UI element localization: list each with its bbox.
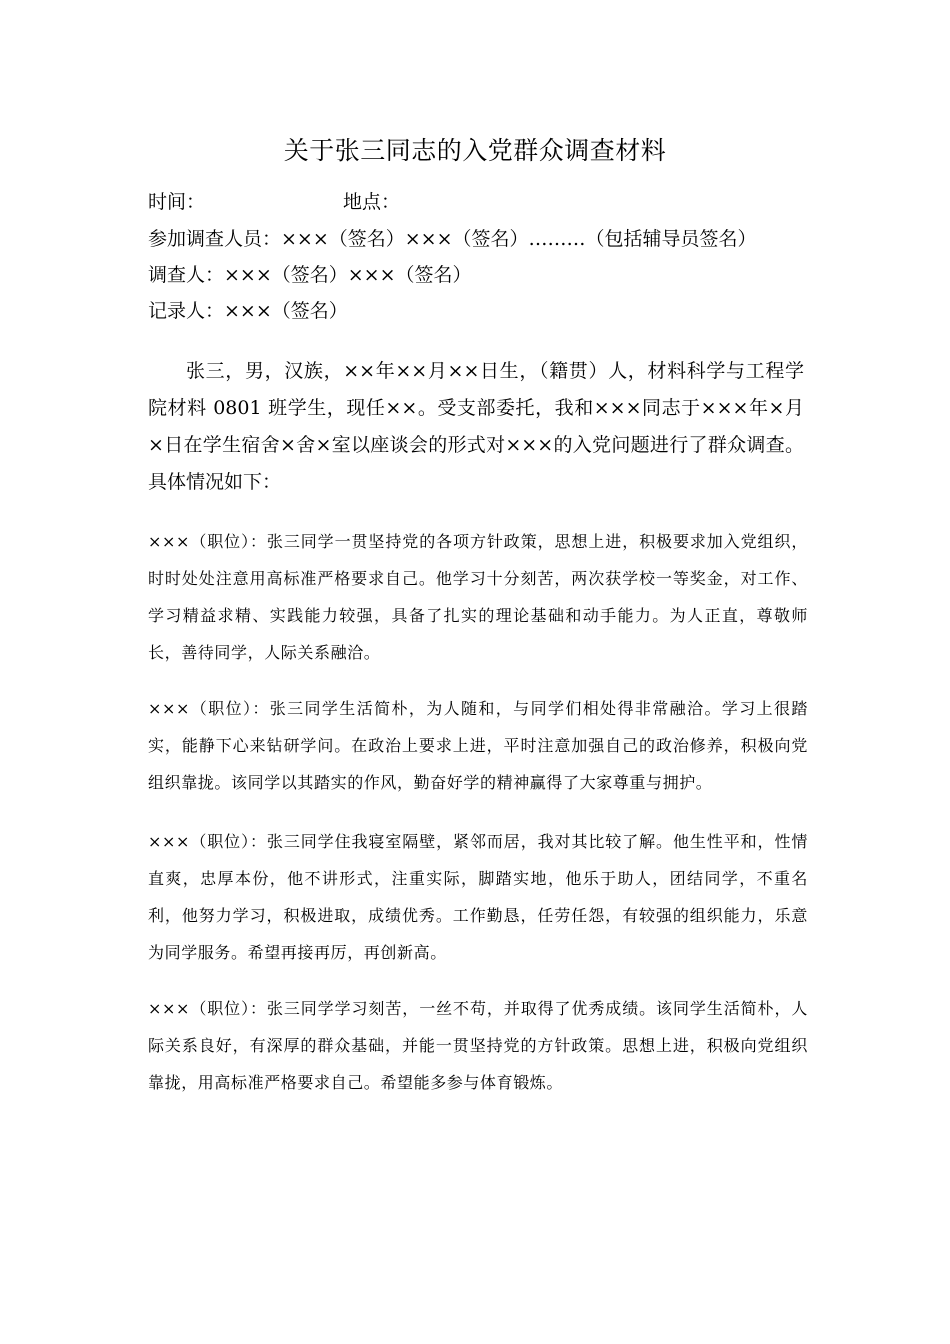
participants-line: 参加调查人员：×××（签名）×××（签名）………（包括辅导员签名） [148, 228, 757, 250]
place-label: 地点： [343, 191, 401, 213]
investigators-line: 调查人：×××（签名）×××（签名） [148, 264, 472, 286]
comment-paragraph-1: ×××（职位）：张三同学一贯坚持党的各项方针政策，思想上进，积极要求加入党组织，时时处处注意用高标准严格要求自己。他学习十分刻苦，两次获学校一等奖金，对工作、学习精益求精、实践能力较强，具备了扎实的理论基础和动手能力。为人正直，尊敬师长，善待同学，人际关系融洽。 [148, 532, 808, 662]
comment-paragraph-3: ×××（职位）：张三同学住我寝室隔壁，紧邻而居，我对其比较了解。他生性平和，性情直爽，忠厚本份，他不讲形式，注重实际，脚踏实地，他乐于助人，团结同学，不重名利，他努力学习，积极进取，成绩优秀。工作勤恳，任劳任怨，有较强的组织能力，乐意为同学服务。希望再接再厉，再创新高。 [148, 832, 808, 962]
document-title: 关于张三同志的入党群众调查材料 [283, 136, 667, 165]
intro-paragraph: 张三，男，汉族，××年××月××日生，（籍贯）人，材料科学与工程学院材料 0801 班学生，现任××。受支部委托，我和×××同志于×××年×月×日在学生宿舍×舍×室以座谈会的形式对×××的入党问题进行了群众调查。具体情况如下： [148, 360, 804, 493]
recorder-line: 记录人：×××（签名） [148, 300, 348, 322]
comment-paragraph-2: ×××（职位）：张三同学生活简朴，为人随和，与同学们相处得非常融洽。学习上很踏实，能静下心来钻研学问。在政治上要求上进，平时注意加强自己的政治修养，积极向党组织靠拢。该同学以其踏实的作风，勤奋好学的精神赢得了大家尊重与拥护。 [148, 699, 808, 792]
time-place-line [148, 187, 400, 217]
comment-paragraph-4: ×××（职位）：张三同学学习刻苦，一丝不苟，并取得了优秀成绩。该同学生活简朴，人际关系良好，有深厚的群众基础，并能一贯坚持党的方针政策。思想上进，积极向党组织靠拢，用高标准严格要求自己。希望能多参与体育锻炼。 [148, 999, 808, 1092]
time-label: 时间： [148, 191, 206, 213]
